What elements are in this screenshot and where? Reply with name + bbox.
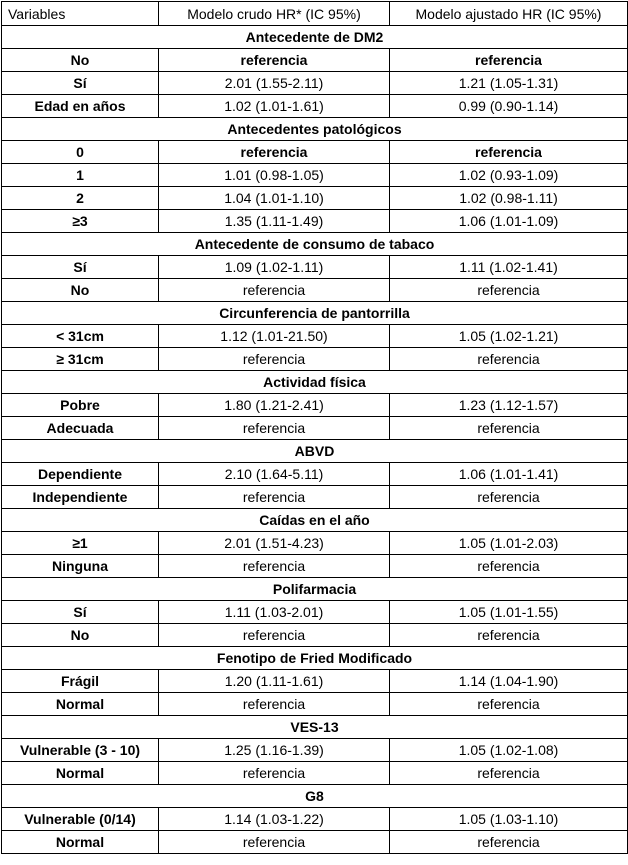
row-crude-hr: 1.14 (1.03-1.22): [159, 808, 390, 831]
row-crude-hr: 1.04 (1.01-1.10): [159, 187, 390, 210]
row-crude-hr: 2.10 (1.64-5.11): [159, 463, 390, 486]
row-variable: No: [2, 279, 159, 302]
row-crude-hr: referencia: [159, 348, 390, 371]
table-row: [2, 72, 628, 95]
row-variable: Normal: [2, 831, 159, 854]
row-adjusted-hr: referencia: [390, 624, 628, 647]
table-row: [2, 739, 628, 762]
section-header-row: [2, 440, 628, 463]
row-variable: ≥ 31cm: [2, 348, 159, 371]
section-title: Antecedente de consumo de tabaco: [2, 233, 628, 256]
hazard-ratio-table: [1, 1, 628, 854]
section-title: ABVD: [2, 440, 628, 463]
table-row: [2, 210, 628, 233]
row-variable: Vulnerable (0/14): [2, 808, 159, 831]
row-crude-hr: referencia: [159, 555, 390, 578]
row-crude-hr: 1.11 (1.03-2.01): [159, 601, 390, 624]
row-adjusted-hr: 0.99 (0.90-1.14): [390, 95, 628, 118]
section-header-row: [2, 26, 628, 49]
row-adjusted-hr: referencia: [390, 279, 628, 302]
row-crude-hr: 1.35 (1.11-1.49): [159, 210, 390, 233]
row-crude-hr: referencia: [159, 693, 390, 716]
table-row: [2, 762, 628, 785]
section-title: Polifarmacia: [2, 578, 628, 601]
row-variable: ≥1: [2, 532, 159, 555]
row-variable: Sí: [2, 256, 159, 279]
row-adjusted-hr: referencia: [390, 486, 628, 509]
row-adjusted-hr: referencia: [390, 831, 628, 854]
section-title: Fenotipo de Fried Modificado: [2, 647, 628, 670]
row-variable: Frágil: [2, 670, 159, 693]
row-variable: 2: [2, 187, 159, 210]
row-adjusted-hr: 1.05 (1.03-1.10): [390, 808, 628, 831]
table-row: [2, 601, 628, 624]
row-variable: Sí: [2, 601, 159, 624]
row-variable: < 31cm: [2, 325, 159, 348]
row-variable: 1: [2, 164, 159, 187]
row-variable: Normal: [2, 762, 159, 785]
row-adjusted-hr: 1.02 (0.93-1.09): [390, 164, 628, 187]
row-crude-hr: 2.01 (1.55-2.11): [159, 72, 390, 95]
row-adjusted-hr: 1.21 (1.05-1.31): [390, 72, 628, 95]
row-crude-hr: referencia: [159, 141, 390, 164]
section-header-row: [2, 118, 628, 141]
row-variable: ≥3: [2, 210, 159, 233]
row-adjusted-hr: referencia: [390, 555, 628, 578]
row-adjusted-hr: 1.05 (1.01-2.03): [390, 532, 628, 555]
section-header-row: [2, 509, 628, 532]
row-adjusted-hr: referencia: [390, 693, 628, 716]
row-variable: Edad en años: [2, 95, 159, 118]
row-crude-hr: 1.25 (1.16-1.39): [159, 739, 390, 762]
row-crude-hr: referencia: [159, 49, 390, 72]
row-adjusted-hr: 1.06 (1.01-1.09): [390, 210, 628, 233]
row-adjusted-hr: 1.14 (1.04-1.90): [390, 670, 628, 693]
table-header-row: [2, 2, 628, 26]
table-row: [2, 532, 628, 555]
section-title: Caídas en el año: [2, 509, 628, 532]
row-variable: No: [2, 624, 159, 647]
row-adjusted-hr: 1.06 (1.01-1.41): [390, 463, 628, 486]
row-variable: No: [2, 49, 159, 72]
row-adjusted-hr: referencia: [390, 141, 628, 164]
section-header-row: [2, 716, 628, 739]
table-row: [2, 164, 628, 187]
row-adjusted-hr: 1.23 (1.12-1.57): [390, 394, 628, 417]
header-adjusted-model: Modelo ajustado HR (IC 95%): [390, 2, 628, 26]
row-crude-hr: 2.01 (1.51-4.23): [159, 532, 390, 555]
row-crude-hr: referencia: [159, 624, 390, 647]
row-adjusted-hr: referencia: [390, 762, 628, 785]
row-variable: Ninguna: [2, 555, 159, 578]
table-row: [2, 256, 628, 279]
row-adjusted-hr: referencia: [390, 49, 628, 72]
row-crude-hr: referencia: [159, 486, 390, 509]
row-adjusted-hr: 1.11 (1.02-1.41): [390, 256, 628, 279]
row-variable: 0: [2, 141, 159, 164]
table-row: [2, 394, 628, 417]
section-header-row: [2, 785, 628, 808]
row-crude-hr: 1.09 (1.02-1.11): [159, 256, 390, 279]
row-crude-hr: referencia: [159, 831, 390, 854]
section-header-row: [2, 233, 628, 256]
row-crude-hr: referencia: [159, 417, 390, 440]
table-row: [2, 325, 628, 348]
row-variable: Adecuada: [2, 417, 159, 440]
table-row: [2, 95, 628, 118]
row-crude-hr: 1.80 (1.21-2.41): [159, 394, 390, 417]
table-row: [2, 417, 628, 440]
table-body: [2, 2, 628, 854]
table-row: [2, 670, 628, 693]
row-crude-hr: 1.12 (1.01-21.50): [159, 325, 390, 348]
row-crude-hr: referencia: [159, 762, 390, 785]
table-row: [2, 808, 628, 831]
section-title: G8: [2, 785, 628, 808]
table-row: [2, 624, 628, 647]
row-crude-hr: 1.01 (0.98-1.05): [159, 164, 390, 187]
header-variables: Variables: [2, 2, 159, 26]
section-header-row: [2, 302, 628, 325]
section-header-row: [2, 371, 628, 394]
section-title: Antecedentes patológicos: [2, 118, 628, 141]
row-adjusted-hr: 1.05 (1.02-1.08): [390, 739, 628, 762]
table-row: [2, 463, 628, 486]
section-header-row: [2, 578, 628, 601]
table-row: [2, 279, 628, 302]
row-crude-hr: 1.20 (1.11-1.61): [159, 670, 390, 693]
row-variable: Sí: [2, 72, 159, 95]
table-row: [2, 693, 628, 716]
table-row: [2, 555, 628, 578]
row-crude-hr: referencia: [159, 279, 390, 302]
section-title: Circunferencia de pantorrilla: [2, 302, 628, 325]
row-adjusted-hr: 1.05 (1.01-1.55): [390, 601, 628, 624]
table-row: [2, 831, 628, 854]
table-row: [2, 49, 628, 72]
table-row: [2, 486, 628, 509]
row-crude-hr: 1.02 (1.01-1.61): [159, 95, 390, 118]
section-header-row: [2, 647, 628, 670]
section-title: Antecedente de DM2: [2, 26, 628, 49]
table-row: [2, 348, 628, 371]
header-crude-model: Modelo crudo HR* (IC 95%): [159, 2, 390, 26]
row-variable: Independiente: [2, 486, 159, 509]
table-row: [2, 187, 628, 210]
row-adjusted-hr: 1.05 (1.02-1.21): [390, 325, 628, 348]
row-adjusted-hr: 1.02 (0.98-1.11): [390, 187, 628, 210]
row-variable: Dependiente: [2, 463, 159, 486]
row-adjusted-hr: referencia: [390, 348, 628, 371]
table-row: [2, 141, 628, 164]
row-adjusted-hr: referencia: [390, 417, 628, 440]
row-variable: Normal: [2, 693, 159, 716]
section-title: VES-13: [2, 716, 628, 739]
section-title: Actividad física: [2, 371, 628, 394]
row-variable: Pobre: [2, 394, 159, 417]
row-variable: Vulnerable (3 - 10): [2, 739, 159, 762]
